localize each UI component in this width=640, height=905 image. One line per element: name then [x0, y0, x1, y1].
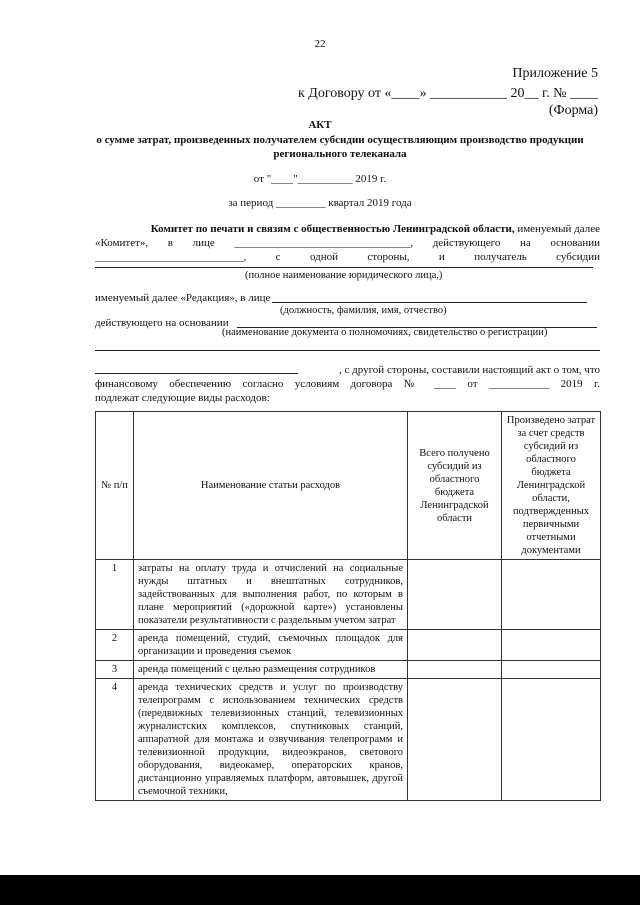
header-total: Всего получено субсидий из областного бюджета Ленинградской области [408, 412, 502, 560]
row-total-cell[interactable] [408, 560, 502, 630]
row-number: 4 [96, 679, 134, 801]
other-party-line: , с другой стороны, составили настоящий акт о том, что [338, 364, 600, 376]
appendix-label: Приложение 5 [512, 66, 598, 81]
row-description: аренда помещений с целью размещения сотрудников [134, 661, 408, 679]
committee-name: Комитет по печати и связям с общественностью Ленинградской области, [150, 223, 515, 235]
table-row [96, 560, 601, 630]
committee-paragraph-line3: ___________________________, с одной стороны, и получатель субсидии [95, 251, 600, 263]
header-num: № п/п [96, 412, 134, 560]
row-number: 2 [96, 630, 134, 661]
row-spent-cell[interactable] [502, 630, 601, 661]
contract-reference: к Договору от «____» ___________ 20__ г. № ____ [297, 86, 598, 101]
act-date-line: от "____"__________ 2019 г. [253, 173, 387, 185]
caption-legal-entity: (полное наименование юридического лица,) [245, 270, 443, 281]
table-row [96, 630, 601, 661]
financing-line: финансовому обеспечению согласно условиям договора № ____ от ___________ 2019 г. [95, 378, 600, 390]
scan-bottom-edge [0, 875, 640, 905]
period-line: за период _________ квартал 2019 года [228, 197, 412, 209]
table-header-row [96, 412, 601, 560]
row-total-cell[interactable] [408, 630, 502, 661]
recipient-name-line [95, 267, 593, 268]
blank-line-2 [95, 373, 298, 374]
committee-paragraph-line2: «Комитет», в лице ________________________________, действующего на основании [95, 237, 600, 249]
row-spent-cell[interactable] [502, 560, 601, 630]
row-spent-cell[interactable] [502, 661, 601, 679]
row-total-cell[interactable] [408, 661, 502, 679]
committee-paragraph-rest: именуемый далее [514, 223, 600, 235]
blank-line-1 [95, 350, 600, 351]
table-row [96, 679, 601, 801]
header-spent: Произведено затрат за счет средств субсидий из областного бюджета Ленинградской области, подтвержденных первичными отчетными документами [502, 412, 601, 560]
form-label: (Форма) [548, 103, 598, 118]
header-name: Наименование статьи расходов [134, 412, 408, 560]
editorial-person-line [272, 302, 587, 303]
expenses-table [95, 411, 601, 801]
editorial-line: именуемый далее «Редакция», в лице [95, 292, 271, 304]
row-description: затраты на оплату труда и отчислений на социальные нужды штатных и внештатных сотрудников, задействованных для выполнения работ, по которым в плане мероприятий («дорожной карте») установлены показатели результативности с раздельным учетом затрат [134, 560, 408, 630]
row-number: 3 [96, 661, 134, 679]
committee-paragraph-line1 [135, 222, 600, 236]
row-description: аренда технических средств и услуг по производству телепрограмм с использованием технических средств (передвижных телевизионных станций, телевизионных журналистских комплексов, спутниковых станций, аппаратной для монтажа и озвучивания телепрограмм и телевизионной продукции, видеоэкранов, светового оборудования, видеокамер, операторских кранов, дистанционно управляемых платформ, автовышек, другой съемочной техники, [134, 679, 408, 801]
row-number: 1 [96, 560, 134, 630]
basis-line: действующего на основании [95, 317, 229, 329]
table-row [96, 661, 601, 679]
expenses-intro: подлежат следующие виды расходов: [95, 392, 270, 404]
caption-authority-document: (наименование документа о полномочиях, свидетельство о регистрации) [222, 327, 548, 338]
row-spent-cell[interactable] [502, 679, 601, 801]
row-description: аренда помещений, студий, съемочных площадок для организации и проведения съемок [134, 630, 408, 661]
document-title: АКТ [308, 119, 332, 131]
document-subtitle: о сумме затрат, произведенных получателем субсидии осуществляющим производство продукции регионального телеканала [96, 134, 584, 160]
page-number: 22 [314, 38, 326, 50]
row-total-cell[interactable] [408, 679, 502, 801]
caption-position-name: (должность, фамилия, имя, отчество) [280, 305, 447, 316]
